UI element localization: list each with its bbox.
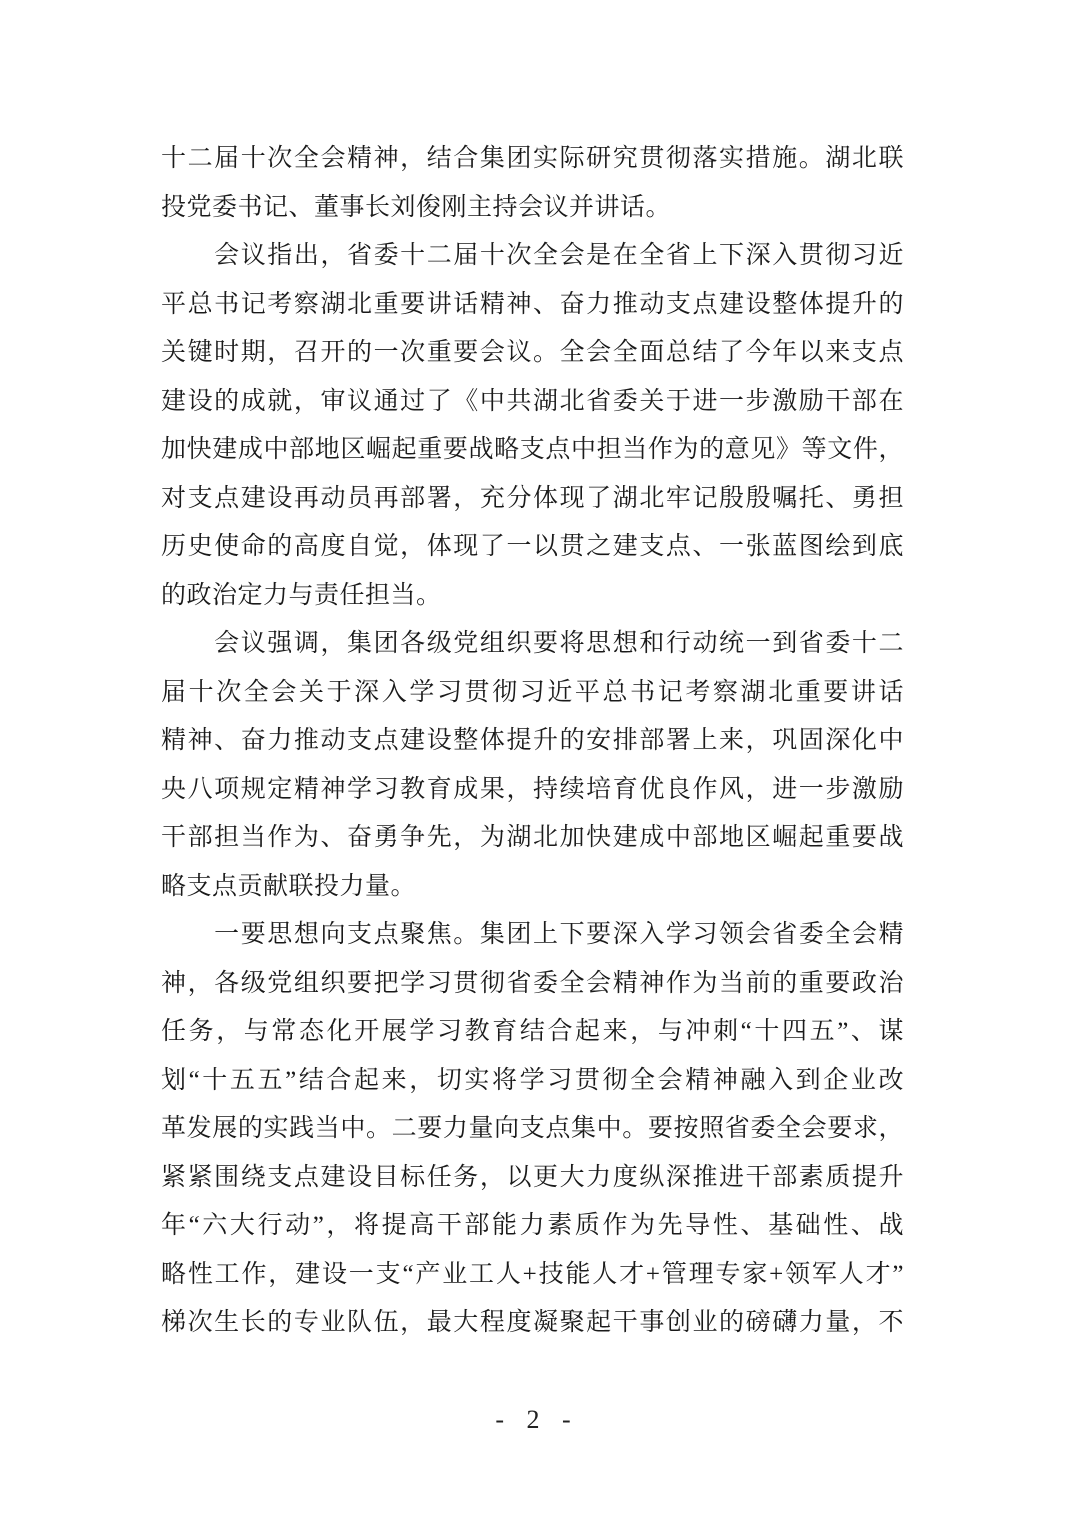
text-line: 会议指出，省委十二届十次全会是在全省上下深入贯彻习近: [161, 242, 904, 269]
text-line: 投党委书记、董事长刘俊刚主持会议并讲话。: [161, 193, 672, 221]
text-line: 央八项规定精神学习教育成果，持续培育优良作风，进一步激励: [161, 775, 904, 803]
text-line: 年“六大行动”，将提高干部能力素质作为先导性、基础性、战: [161, 1212, 904, 1239]
text-line: 对支点建设再动员再部署，充分体现了湖北牢记殷殷嘱托、勇担: [161, 484, 904, 512]
text-line: 建设的成就，审议通过了《中共湖北省委关于进一步激励干部在: [161, 387, 904, 415]
text-line: 届十次全会关于深入学习贯彻习近平总书记考察湖北重要讲话: [161, 678, 904, 706]
text-line: 历史使命的高度自觉，体现了一以贯之建支点、一张蓝图绘到底: [161, 533, 904, 560]
text-line: 革发展的实践当中。二要力量向支点集中。要按照省委全会要求，: [161, 1115, 904, 1142]
text-line: 加快建成中部地区崛起重要战略支点中担当作为的意见》等文件，: [161, 436, 904, 463]
text-line: 的政治定力与责任担当。: [161, 581, 442, 609]
page-number: - 2 -: [495, 1405, 579, 1434]
text-line: 略性工作，建设一支“产业工人+技能人才+管理专家+领军人才”: [161, 1260, 904, 1288]
text-line: 任务，与常态化开展学习教育结合起来，与冲刺“十四五”、谋: [161, 1018, 904, 1045]
text-line: 会议强调，集团各级党组织要将思想和行动统一到省委十二: [161, 630, 904, 657]
text-line: 干部担当作为、奋勇争先，为湖北加快建成中部地区崛起重要战: [161, 824, 904, 851]
text-line: 十二届十次全会精神，结合集团实际研究贯彻落实措施。湖北联: [161, 145, 904, 172]
text-line: 一要思想向支点聚焦。集团上下要深入学习领会省委全会精: [161, 921, 904, 948]
text-line: 划“十五五”结合起来，切实将学习贯彻全会精神融入到企业改: [161, 1066, 904, 1094]
text-line: 神，各级党组织要把学习贯彻省委全会精神作为当前的重要政治: [161, 969, 904, 997]
text-line: 略支点贡献联投力量。: [161, 872, 417, 900]
text-line: 平总书记考察湖北重要讲话精神、奋力推动支点建设整体提升的: [161, 290, 904, 318]
document-body: [161, 135, 904, 1348]
text-line: 紧紧围绕支点建设目标任务，以更大力度纵深推进干部素质提升: [161, 1163, 904, 1191]
text-line: 精神、奋力推动支点建设整体提升的安排部署上来，巩固深化中: [161, 727, 904, 754]
text-line: 关键时期，召开的一次重要会议。全会全面总结了今年以来支点: [161, 339, 904, 366]
text-line: 梯次生长的专业队伍，最大程度凝聚起干事创业的磅礴力量，不: [161, 1309, 904, 1336]
